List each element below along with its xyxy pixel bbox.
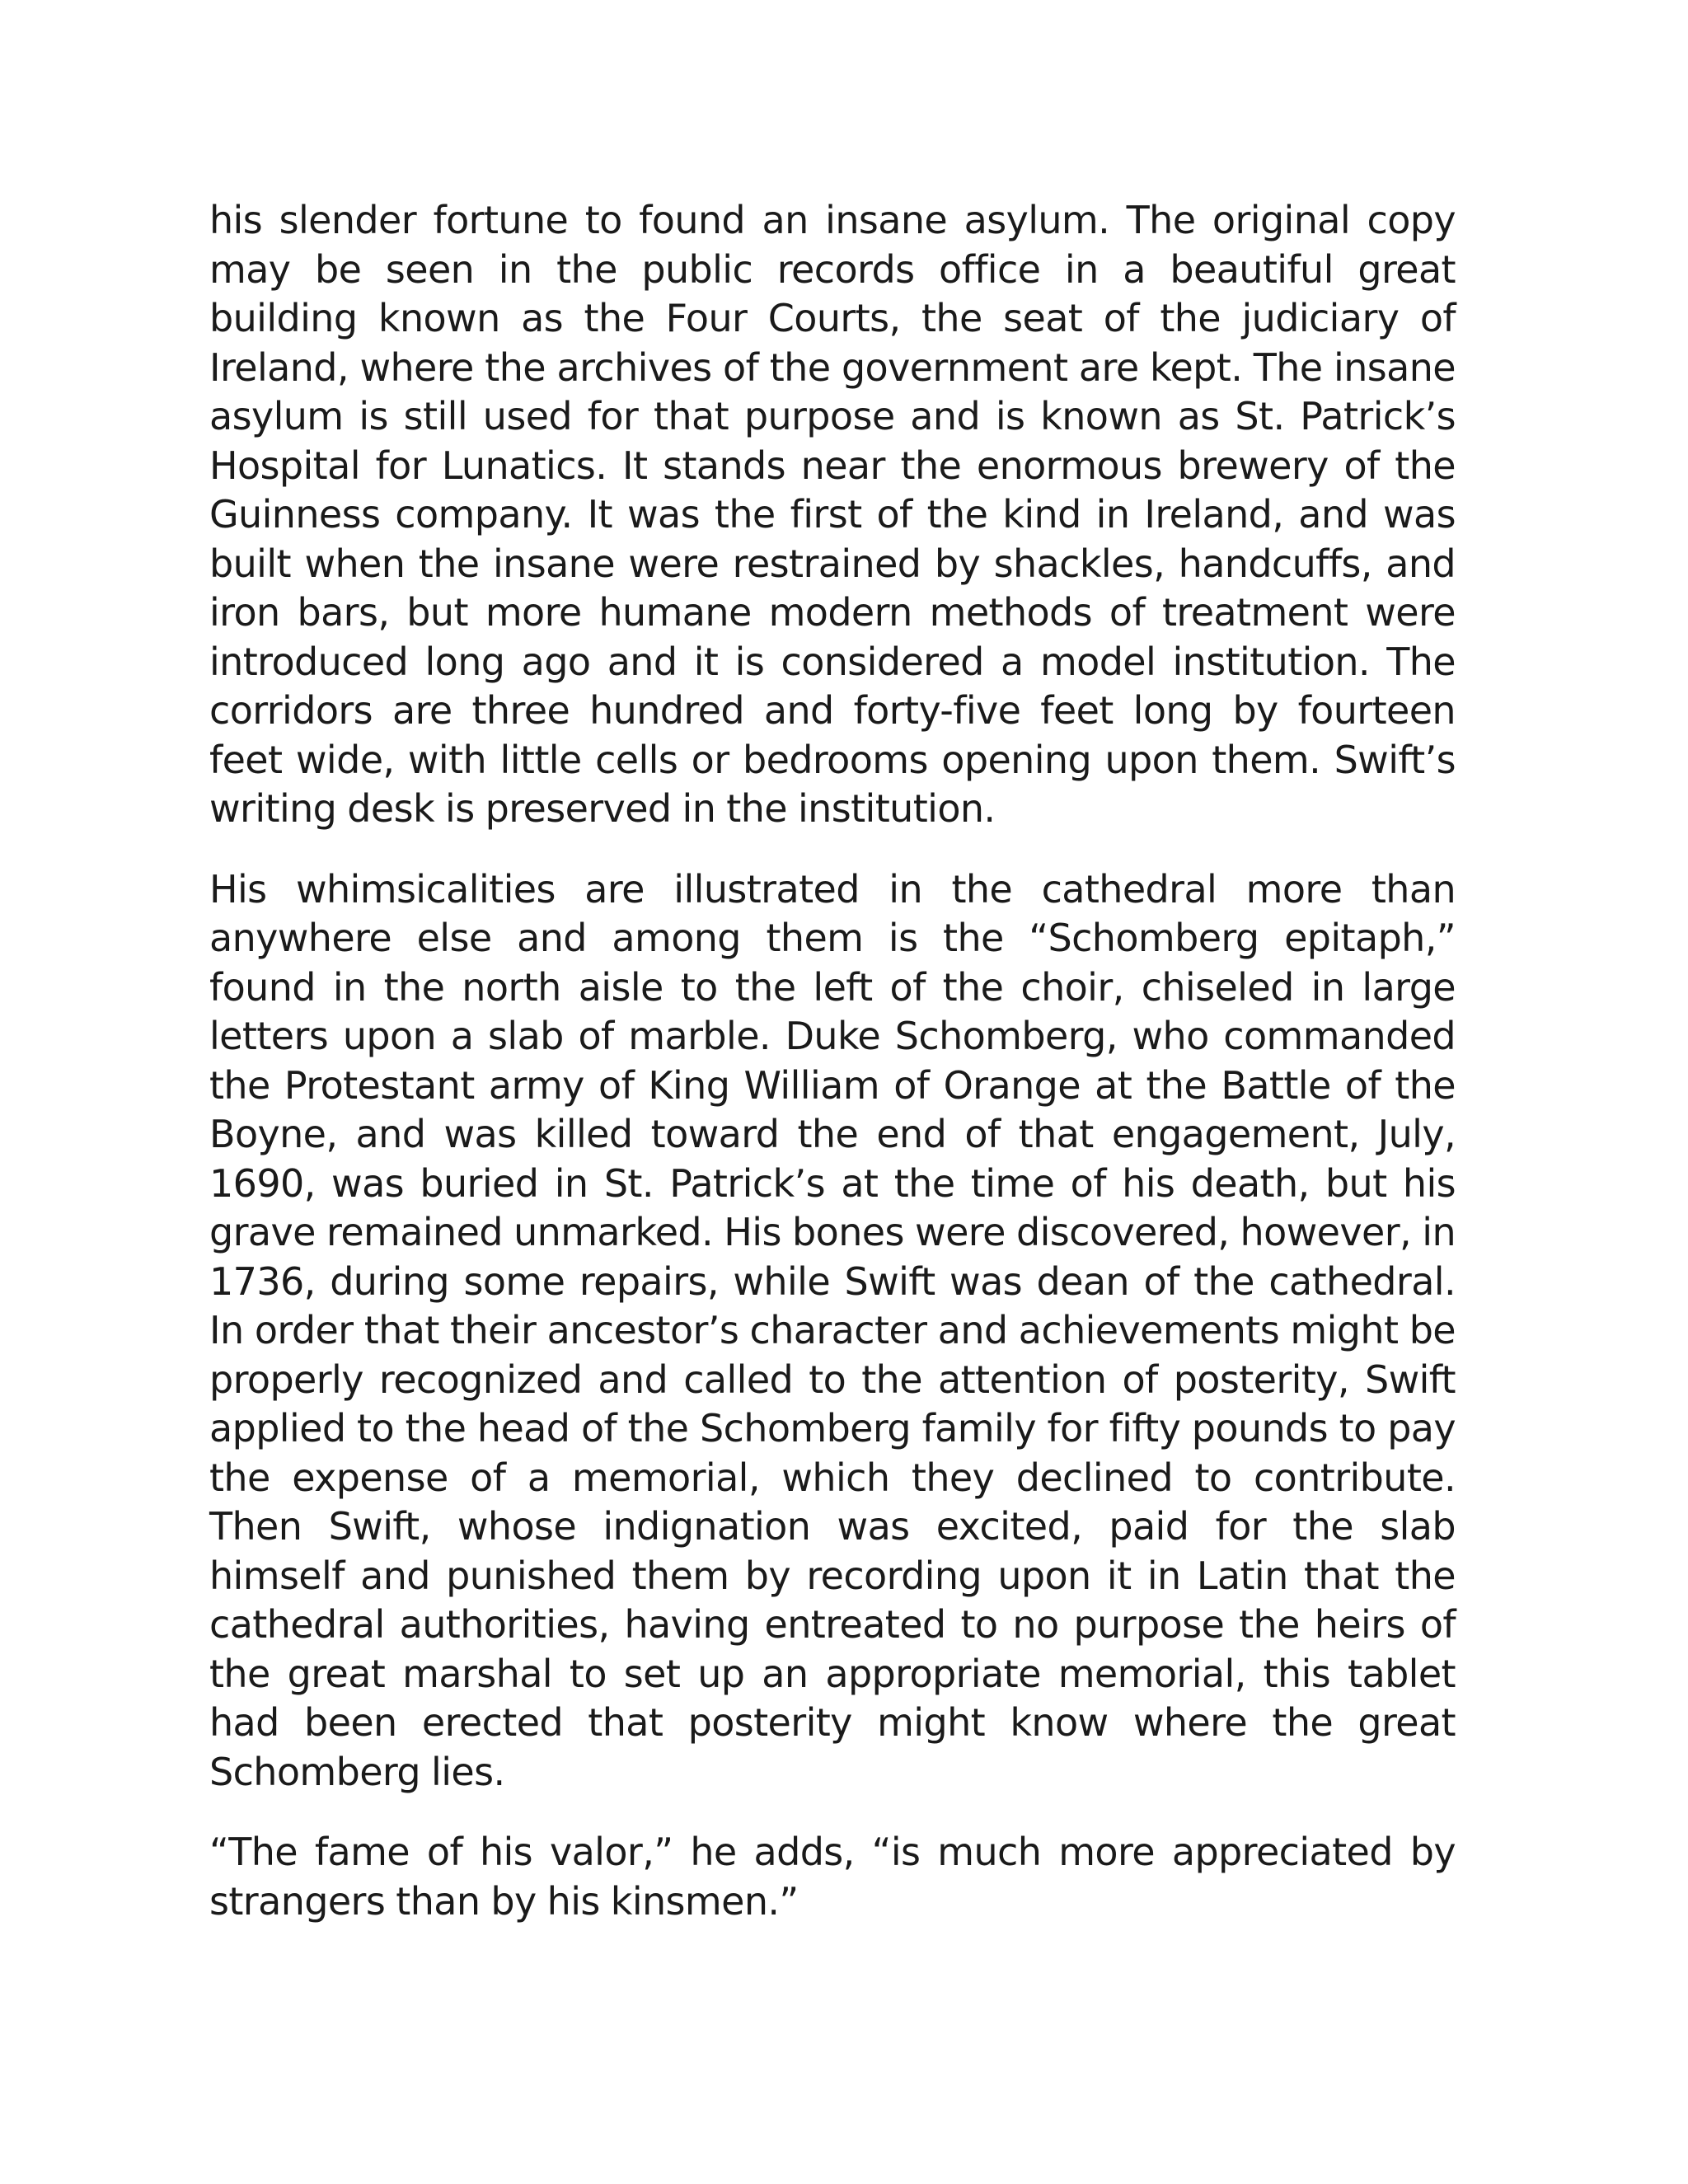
paragraph-asylum: his slender fortune to found an insane asylum. The original copy may be seen in the public records office in a beautiful great building known as the Four Courts, the seat of the judiciary of Ireland, where the archives of the government are kept. The insane asylum is still used for that purpose and is known as St. Patrick’s Hospital for Lunatics. It stands near the enormous brewery of the Guinness company. It was the first of the kind in Ireland, and was built when the insane were restrained by shackles, handcuffs, and iron bars, but more humane modern methods of treatment were introduced long ago and it is considered a model institution. The corridors are three hundred and forty-five feet long by fourteen feet wide, with little cells or bedrooms opening upon them. Swift’s writing desk is preserved in the institution. [209, 198, 1456, 831]
paragraph-schomberg-epitaph: His whimsicalities are illustrated in the cathedral more than anywhere else and among them is the “Schomberg epitaph,” found in the north aisle to the left of the choir, chiseled in large letters upon a slab of marble. Duke Schomberg, who commanded the Protestant army of King William of Orange at the Battle of the Boyne, and was killed toward the end of that engagement, July, 1690, was buried in St. Patrick’s at the time of his death, but his grave remained unmarked. His bones were discovered, however, in 1736, during some repairs, while Swift was dean of the cathedral. In order that their ancestor’s character and achievements might be properly recognized and called to the attention of posterity, Swift applied to the head of the Schomberg family for fifty pounds to pay the expense of a memorial, which they declined to contribute. Then Swift, whose indignation was excited, paid for the slab himself and punished them by recording upon it in Latin that the cathedral authorities, having entreated to no purpose the heirs of the great marshal to set up an appropriate memorial, this tablet had been erected that posterity might know where the great Schomberg lies. [209, 866, 1456, 1794]
body-text [209, 196, 1456, 1957]
paragraph-quote: “The fame of his valor,” he adds, “is much more appreciated by strangers than by his kinsmen.” [209, 1830, 1456, 1924]
